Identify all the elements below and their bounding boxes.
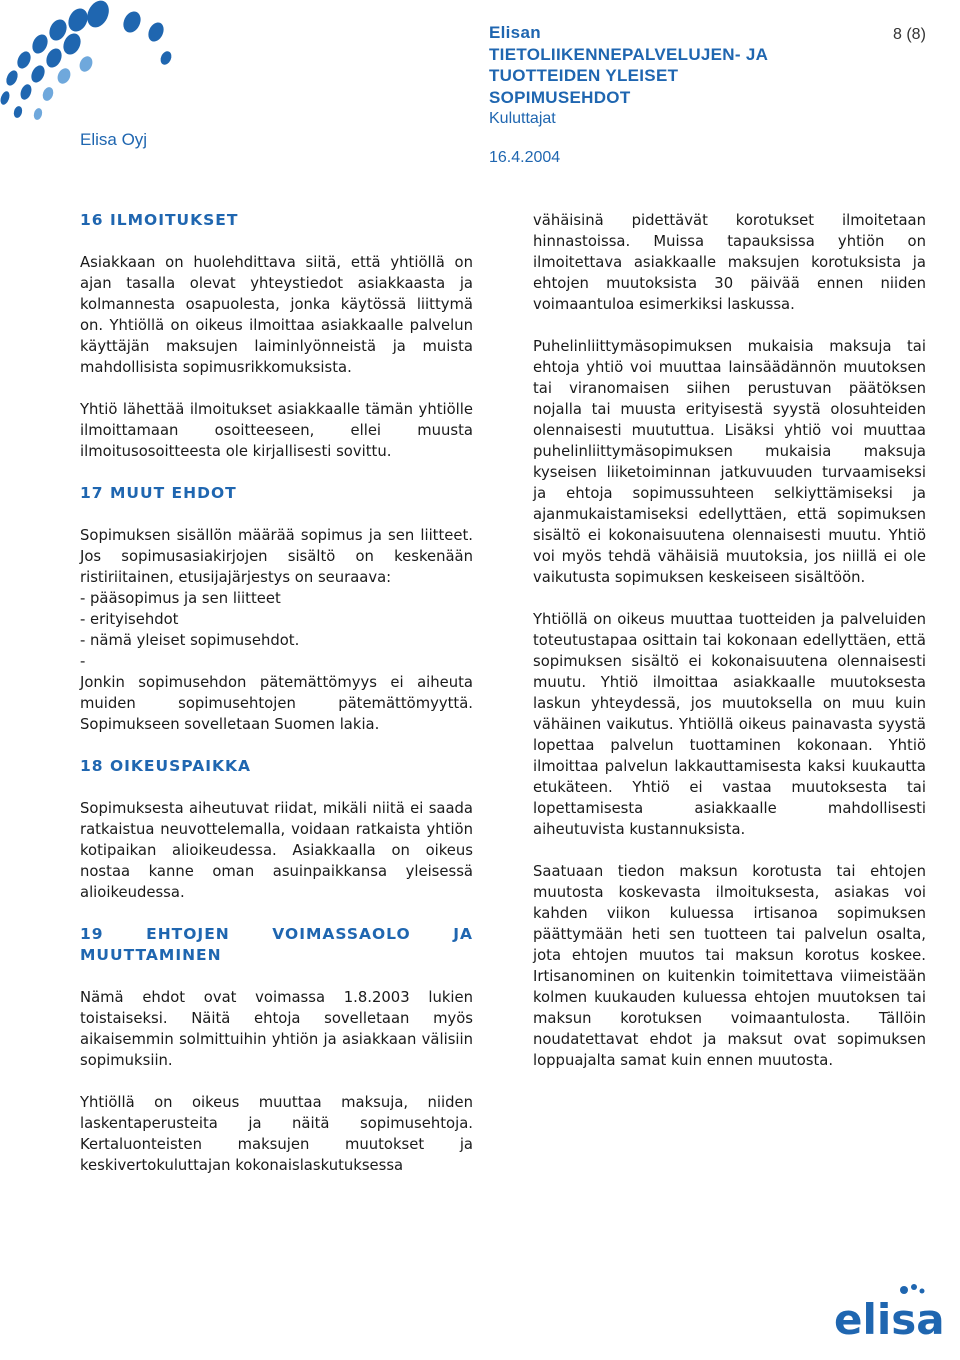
section-17-paragraph-2: Jonkin sopimusehdon pätemättömyys ei aiheuta muiden sopimusehtojen pätemättömyyttä. Sopimukseen sovelletaan Suomen lakia. <box>80 674 473 733</box>
doc-title-line-2: TIETOLIIKENNEPALVELUJEN- JA <box>489 44 769 64</box>
document-header <box>489 22 768 167</box>
list-item: - erityisehdot <box>80 611 179 628</box>
section-16-paragraph-1: Asiakkaan on huolehdittava siitä, että yhtiöllä on ajan tasalla olevat yhteystiedot asiakkaasta ja kolmannesta osapuolesta, jonka käytössä liittymä on. Yhtiöllä on oikeus ilmoittaa asiakkaalle palvelun käyttäjän maksujen laiminlyönneistä ja muista mahdollisista sopimusrikkomuksista. <box>80 254 473 376</box>
right-paragraph-4: Saatuaan tiedon maksun korotusta tai ehtojen muutosta koskevasta ilmoituksesta, asiakas voi kahden viikon kuluessa irtisanoa sopimuksen päättymään heti sen tuotteen tai palvelun osalta, jota ehtojen muutos tai maksun korotus koskee. Irtisanominen on kuitenkin toimitettava viimeistään kolmen kuukauden kuluessa ehtojen muutoksen tai maksun korotuksen voimaantulosta. Tällöin noudatettavat ehdot ja maksut ovat sopimuksen loppuajalta samat kuin ennen muutosta. <box>533 863 926 1069</box>
company-name: Elisa Oyj <box>80 130 148 149</box>
section-19-paragraph-2: Yhtiöllä on oikeus muuttaa maksuja, niiden laskentaperusteita ja näitä sopimusehtoja. Kertaluonteisten maksujen muutokset ja keskivertokuluttajan kokonaislaskutuksessa <box>80 1094 473 1174</box>
doc-title-line-3: TUOTTEIDEN YLEISET <box>489 66 679 85</box>
doc-title-line-1: Elisan <box>489 23 541 42</box>
section-19-title: 19 EHTOJEN VOIMASSAOLO JA MUUTTAMINEN <box>80 925 473 964</box>
doc-date: 16.4.2004 <box>489 149 561 166</box>
section-16-title: 16 ILMOITUKSET <box>80 211 239 229</box>
list-item: - nämä yleiset sopimusehdot. <box>80 632 300 649</box>
list-item: - <box>80 653 86 670</box>
doc-audience: Kuluttajat <box>489 110 556 127</box>
section-17-paragraph-1: Sopimuksen sisällön määrää sopimus ja sen liitteet. Jos sopimusasiakirjojen sisältö on keskenään ristiriitainen, etusijajärjestys on seuraava: <box>80 527 473 586</box>
doc-title-line-4: SOPIMUSEHDOT <box>489 87 631 107</box>
list-item: - pääsopimus ja sen liitteet <box>80 590 281 607</box>
left-column <box>80 210 473 1197</box>
elisa-dots-logo <box>0 0 175 140</box>
precedence-list <box>80 588 473 672</box>
section-18-title: 18 OIKEUSPAIKKA <box>80 757 251 775</box>
section-18-paragraph-1: Sopimuksesta aiheutuvat riidat, mikäli niitä ei saada ratkaistua neuvottelemalla, voidaan ratkaista yhtiön kotipaikan alioikeudessa. Asiakkaalla on oikeus nostaa kanne oman asuinpaikkansa yleisessä alioikeudessa. <box>80 800 473 901</box>
right-paragraph-2: Puhelinliittymäsopimuksen mukaisia maksuja tai ehtoja yhtiö voi muuttaa lainsäädännön muutoksen tai viranomaisen siihen perustuvan päätöksen nojalla tai muusta erityisestä syystä olosuhteiden olennaisesti muututtua. Lisäksi yhtiö voi muuttaa puhelinliittymäsopimuksen mukaisia maksuja kyseisen liiketoiminnan jatkuvuuden turvaamiseksi ja ehtoja sopimussuhteen selkiyttämiseksi ja ajanmukaistamiseksi edellyttäen, että sopimuksen sisältö ei kokonaisuutena olennaisesti muutu. Yhtiö voi myös tehdä vähäisiä muutoksia, jos niillä ei ole vaikutusta sopimuksen keskeiseen sisältöön. <box>533 338 926 586</box>
right-column <box>533 210 926 1092</box>
elisa-logo-text: elisa <box>834 1295 945 1344</box>
page-number: 8 (8) <box>893 26 926 43</box>
section-16-paragraph-2: Yhtiö lähettää ilmoitukset asiakkaalle tämän yhtiölle ilmoittamaan osoitteeseen, ellei muusta ilmoitusosoitteesta ole kirjallisesti sovittu. <box>80 401 473 460</box>
elisa-wordmark-logo <box>832 1282 945 1344</box>
right-paragraph-1: vähäisinä pidettävät korotukset ilmoitetaan hinnastoissa. Muissa tapauksissa yhtiön on ilmoitettava asiakkaalle maksujen korotuksista ja ehtojen muutoksista 30 päivää ennen niiden voimaantuloa esimerkiksi laskussa. <box>533 212 926 313</box>
right-paragraph-3: Yhtiöllä on oikeus muuttaa tuotteiden ja palveluiden toteutustapaa osittain tai kokonaan edellyttäen, että sopimuksen sisältö ei kokonaisuutena olennaisesti muutu. Yhtiö ilmoittaa asiakkaalle muutoksesta laskun yhteydessä, jos muutoksella on muu kuin vähäinen vaikutus. Yhtiöllä oikeus painavasta syystä lopettaa palvelun tuottaminen kokonaan. Yhtiö ilmoittaa palvelun lakkauttamisesta kaksi kuukautta etukäteen. Yhtiö ei vastaa muutoksesta tai lopettamisesta asiakkaalle mahdollisesti aiheutuvista kustannuksista. <box>533 611 926 838</box>
section-17-title: 17 MUUT EHDOT <box>80 484 237 502</box>
section-19-paragraph-1: Nämä ehdot ovat voimassa 1.8.2003 lukien toistaiseksi. Näitä ehtoja sovelletaan myös aikaisemmin solmittuihin yhtiön ja asiakkaan välisiin sopimuksiin. <box>80 989 473 1069</box>
